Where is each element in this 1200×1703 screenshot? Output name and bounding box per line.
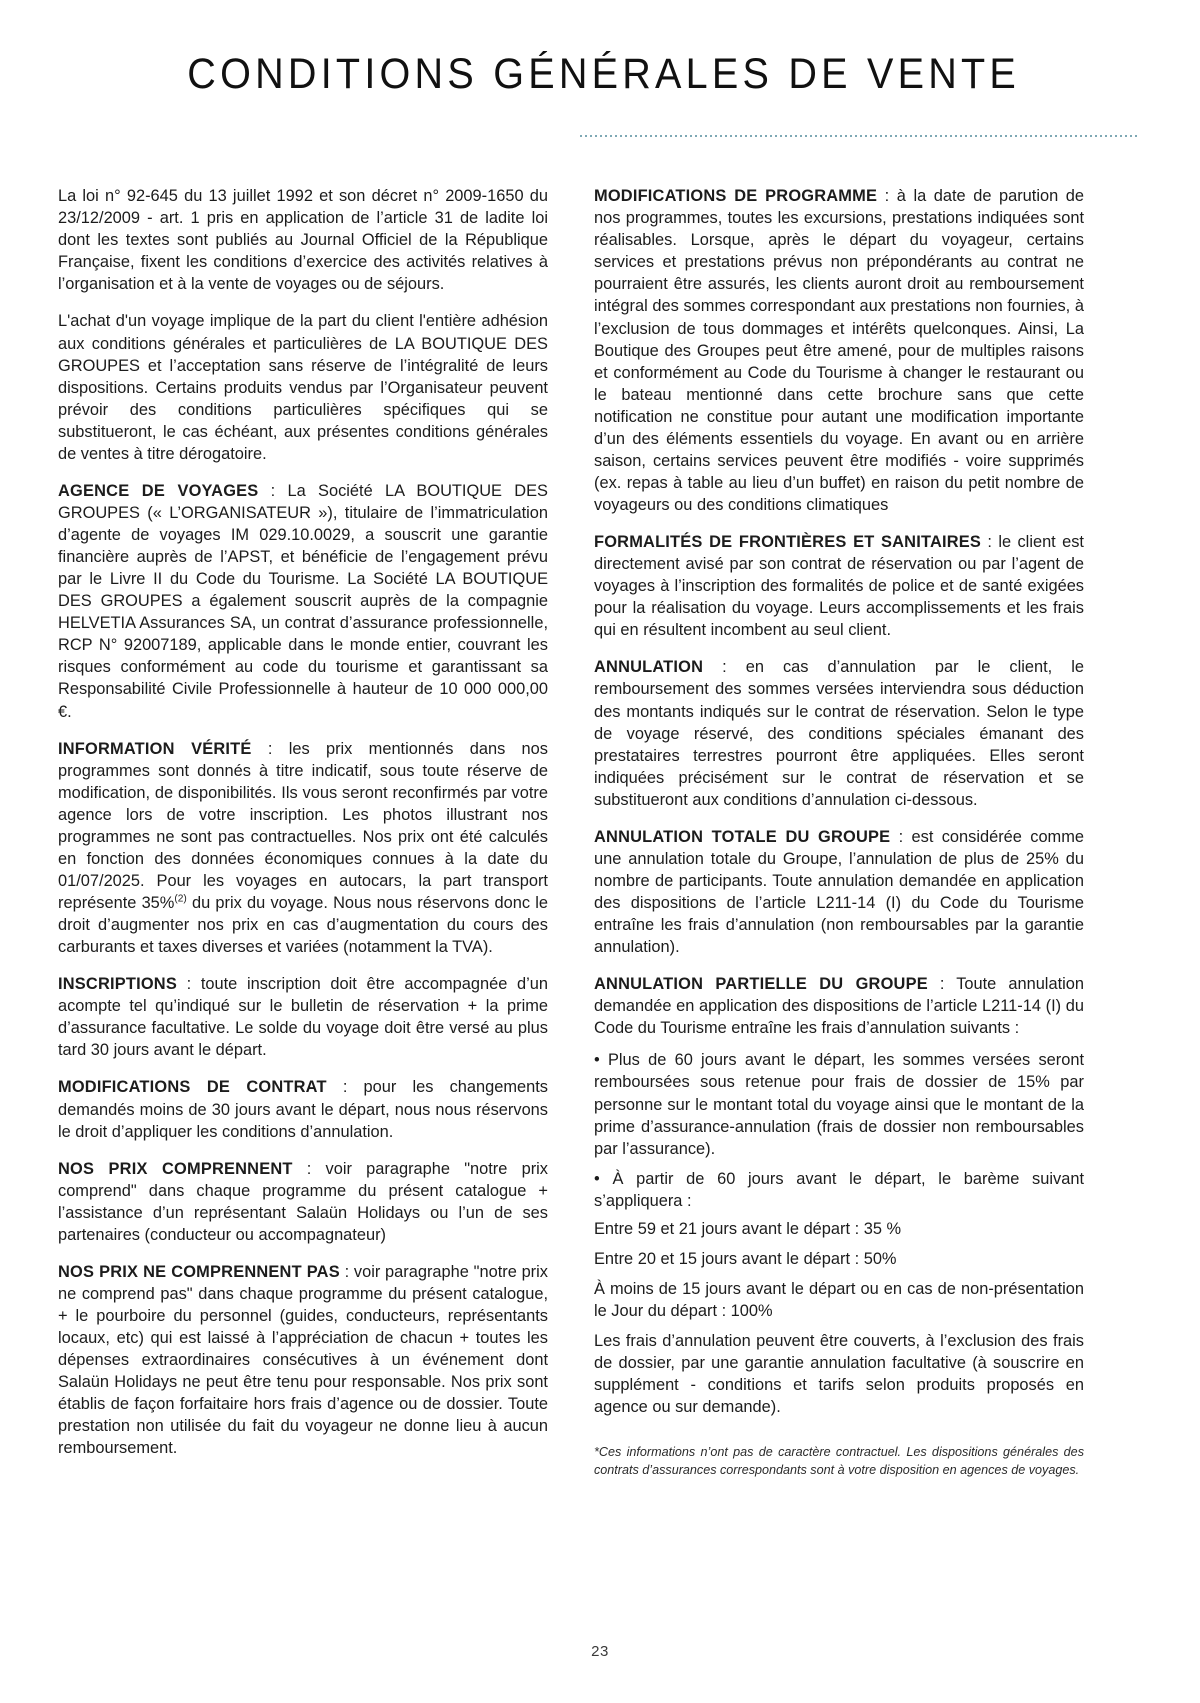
section-separator: :: [703, 658, 746, 677]
cancellation-scale-line-3: À moins de 15 jours avant le départ ou en cas de non-présentation le Jour du départ : 100%: [594, 1279, 1084, 1321]
section-separator: :: [176, 975, 201, 994]
section-body-part2: du prix du voyage. Nous nous réservons donc le droit d’augmenter nos prix en cas d’augmentation du cours des carburants et taxes diverses et variées (notamment la TVA).: [58, 894, 548, 957]
section-separator: :: [326, 1078, 364, 1097]
paragraph-text: La loi n° 92-645 du 13 juillet 1992 et son décret n° 2009-1650 du 23/12/2009 - art. 1 pris en application de l’article 31 de ladite loi dont les textes sont publiés au Journal Officiel de la République Française, fixent les conditions d’exercice des activités relatives à l’organisation et à la vente de voyages ou de séjours.: [58, 187, 548, 294]
cancellation-scale-line-2: Entre 20 et 15 jours avant le départ : 50%: [594, 1249, 897, 1268]
section-information-verite: [58, 738, 548, 959]
section-separator: :: [890, 827, 912, 846]
bullet-item-a-partir-de-60-jours: • À partir de 60 jours avant le départ, le barème suivant s’appliquera :: [594, 1169, 1084, 1210]
section-separator: :: [877, 187, 897, 206]
section-separator: :: [258, 481, 288, 500]
paragraph-frais-annulation-couverts: Les frais d’annulation peuvent être couverts, à l’exclusion des frais de dossier, par une garantie annulation facultative (à souscrire en supplément - conditions et tarifs selon produits proposés en agence ou sur demande).: [594, 1332, 1084, 1417]
section-annulation: [594, 656, 1084, 810]
page-header: [0, 0, 1200, 137]
section-body: est considérée comme une annulation totale du Groupe, l’annulation de plus de 25% du nombre de participants. Toute annulation demandée en application des dispositions de l’article L211-14 (I) du Code du Tourisme entraîne les frais d’annulation (non remboursables par la garantie annulation).: [594, 827, 1084, 957]
section-body: voir paragraphe "notre prix comprend" dans chaque programme du présent catalogue + l’assistance d’un représentant Salaün Holidays ou l’un de ses partenaires (conducteur ou accompagnateur): [58, 1159, 548, 1244]
section-heading: MODIFICATIONS DE PROGRAMME: [594, 187, 878, 206]
left-column: [58, 185, 548, 1480]
bullet-item-plus-de-60-jours: • Plus de 60 jours avant le départ, les sommes versées seront remboursées sous retenue pour frais de dossier de 15% par personne sur le montant total du voyage ainsi que le montant de la prime d’assurance-annulation (frais de dossier non remboursables par l’assurance).: [594, 1051, 1084, 1158]
section-nos-prix-ne-comprennent-pas: [58, 1261, 548, 1460]
cancellation-scale-line-1: Entre 59 et 21 jours avant le départ : 35 %: [594, 1219, 902, 1238]
section-heading: ANNULATION: [594, 658, 704, 677]
section-body: pour les changements demandés moins de 30 jours avant le départ, nous nous réservons le droit d’appliquer les conditions d’annulation.: [58, 1078, 548, 1141]
section-heading: NOS PRIX COMPRENNENT: [58, 1159, 293, 1178]
section-heading: AGENCE DE VOYAGES: [58, 481, 259, 500]
section-agence-de-voyages: [58, 480, 548, 723]
section-body-part1: les prix mentionnés dans nos programmes sont donnés à titre indicatif, sous toute réserve de modification, de disponibilités. Ils vous seront reconfirmés par votre agence lors de votre inscription. Les photos illustrant nos programmes ne sont pas contractuelles. Nos prix ont été calculés en fonction des données économiques connues à la date du 01/07/2025. Pour les voyages en autocars, la part transport représente 35%: [58, 739, 548, 913]
section-body: le client est directement avisé par son contrat de réservation ou par l’agent de voyages à l’inscription des formalités de police et de santé exigées pour la réalisation du voyage. Leurs accomplissements et les frais qui en résultent incombent au seul client.: [594, 533, 1084, 640]
paragraph-text: L'achat d'un voyage implique de la part du client l'entière adhésion aux conditions générales et particulières de LA BOUTIQUE DES GROUPES et l’acceptation sans réserve de l’intégralité de leurs dispositions. Certains produits vendus par l’Organisateur peuvent prévoir des conditions particulières spécifiques qui se substitueront, le cas échéant, aux présentes conditions générales de ventes à titre dérogatoire.: [58, 312, 548, 463]
section-separator: :: [981, 533, 999, 552]
section-annulation-totale-du-groupe: [594, 826, 1084, 958]
section-heading: ANNULATION TOTALE DU GROUPE: [594, 827, 891, 846]
section-body: voir paragraphe "notre prix ne comprend pas" dans chaque programme du présent catalogue, + le pourboire du personnel (guides, conducteurs, représentants locaux, etc) qui est laissé à l’appréciation de chacun + toutes les dépenses extraordinaires consécutives à un événement dont Salaün Holidays ne peut être tenu pour responsable. Nos prix sont établis de façon forfaitaire hors frais d’agence ou de dossier. Toute prestation non utilisée du fait du voyageur ne donne lieu à aucun remboursement.: [58, 1262, 548, 1458]
page-footer: [0, 1643, 1200, 1661]
section-separator: :: [927, 975, 957, 994]
section-modifications-de-programme: [594, 185, 1084, 516]
footnote-disclaimer: *Ces informations n’ont pas de caractère contractuel. Les dispositions générales des contrats d’assurances correspondants sont à votre disposition en agences de voyages.: [594, 1445, 1084, 1478]
section-heading: ANNULATION PARTIELLE DU GROUPE: [594, 975, 928, 994]
page-number: 23: [591, 1643, 609, 1660]
right-column: [594, 185, 1084, 1480]
paragraph-loi-intro: [58, 185, 548, 295]
section-heading: INFORMATION VÉRITÉ: [58, 739, 252, 758]
footnote-marker: (2): [174, 893, 187, 905]
section-body: Toute annulation demandée en application des dispositions de l’article L211-14 (I) du Code du Tourisme entraîne les frais d’annulation suivants :: [594, 975, 1084, 1038]
section-nos-prix-comprennent: [58, 1158, 548, 1246]
paragraph-achat-voyage: [58, 310, 548, 464]
section-body: à la date de parution de nos programmes, toutes les excursions, prestations indiquées sont réalisables. Lorsque, après le départ du voyageur, certains services et prestations prévus non prépondérants au contrat ne pourraient être assurés, les clients auront droit au remboursement intégral des sommes correspondant aux prestations non fournies, à l’exclusion de tous dommages et intérêts quelconques. Ainsi, La Boutique des Groupes peut être amené, pour de multiples raisons et conformément au Code du Tourisme à changer le restaurant ou le bateau mentionné dans cette brochure sans que cette notification ne constitue pour autant une modification importante d’un des éléments essentiels du voyage. En avant ou en arrière saison, certains services peuvent être modifiés - voire supprimés (ex. repas à table au lieu d’un buffet) en raison du petit nombre de voyageurs ou des conditions climatiques: [594, 187, 1084, 515]
section-formalites-de-frontieres-et-sanitaires: [594, 531, 1084, 641]
section-body: toute inscription doit être accompagnée d’un acompte tel qu’indiqué sur le bulletin de réservation + la prime d’assurance facultative. Le solde du voyage doit être versé au plus tard 30 jours avant le départ.: [58, 975, 548, 1060]
section-separator: :: [251, 739, 289, 758]
section-separator: :: [292, 1159, 326, 1178]
section-heading: NOS PRIX NE COMPRENNENT PAS: [58, 1262, 340, 1281]
section-body: La Société LA BOUTIQUE DES GROUPES (« L’ORGANISATEUR »), titulaire de l’immatriculation d’agente de voyages IM 029.10.0029, a souscrit une garantie financière auprès de l’APST, et bénéficie de l’engagement prévu par le Livre II du Code du Tourisme. La Société LA BOUTIQUE DES GROUPES a également souscrit auprès de la compagnie HELVETIA Assurances SA, un contrat d’assurance professionnelle, RCP N° 92007189, applicable dans le monde entier, couvrant les risques conformément au code du tourisme et garantissant sa Responsabilité Civile Professionnelle à hauteur de 10 000 000,00 €.: [58, 481, 548, 721]
section-heading: MODIFICATIONS DE CONTRAT: [58, 1078, 327, 1097]
section-heading: INSCRIPTIONS: [58, 975, 177, 994]
page-title: CONDITIONS GÉNÉRALES DE VENTE: [187, 50, 1021, 98]
section-inscriptions: [58, 973, 548, 1061]
content-columns: [0, 137, 1200, 1480]
section-body: en cas d’annulation par le client, le remboursement des sommes versées interviendra sous déduction des montants indiqués sur le contrat de réservation. Selon le type de voyage réservé, des conditions spéciales émanant des prestataires terrestres pourront être appliquées. Elles seront indiquées précisément sur le contrat de réservation et se substitueront aux conditions d’annulation ci-dessous.: [594, 658, 1084, 809]
section-annulation-partielle-du-groupe: [594, 973, 1084, 1039]
section-heading: FORMALITÉS DE FRONTIÈRES ET SANITAIRES: [594, 533, 982, 552]
section-separator: :: [339, 1262, 354, 1281]
section-modifications-de-contrat: [58, 1076, 548, 1142]
